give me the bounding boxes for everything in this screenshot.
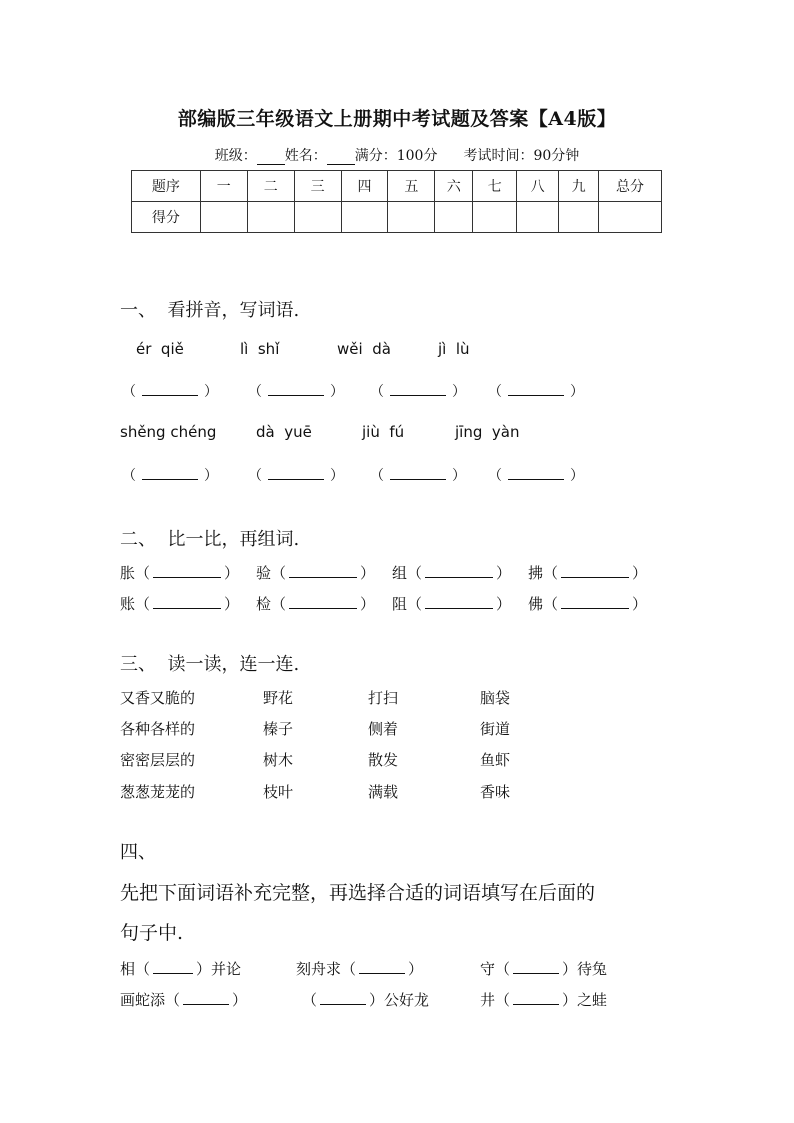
col-2: 二 — [247, 171, 294, 202]
pinyin: wěi dà — [337, 340, 391, 358]
score-cell[interactable] — [473, 202, 517, 233]
idiom-item[interactable]: 守（ ）待兔 — [480, 960, 608, 978]
score-cell[interactable] — [559, 202, 599, 233]
score-cell[interactable] — [599, 202, 662, 233]
answer-blank[interactable]: （ ） — [370, 468, 466, 484]
idiom-item[interactable]: 相（ ）并论 — [120, 960, 242, 978]
match-word[interactable]: 野花 — [263, 689, 294, 707]
score-table-score-row — [132, 202, 662, 233]
col-total: 总分 — [599, 171, 662, 202]
match-word[interactable]: 鱼虾 — [480, 751, 511, 769]
pinyin: ér qiě — [136, 340, 184, 358]
compare-item[interactable]: 组（ ） — [392, 564, 512, 582]
score-cell[interactable] — [341, 202, 388, 233]
col-4: 四 — [341, 171, 388, 202]
match-word[interactable]: 又香又脆的 — [120, 689, 196, 707]
answer-blank[interactable]: （ ） — [248, 384, 344, 400]
match-word[interactable]: 香味 — [480, 783, 511, 801]
pinyin: shěng chéng — [120, 423, 217, 441]
match-word[interactable]: 枝叶 — [263, 783, 294, 801]
section4-instruction-line2: 句子中. — [120, 922, 184, 944]
section1-title: 一、 看拼音，写词语. — [120, 300, 300, 321]
pinyin: lì shǐ — [240, 340, 280, 358]
idiom-item[interactable]: 井（ ）之蛙 — [480, 991, 608, 1009]
match-word[interactable]: 侧着 — [368, 720, 399, 738]
match-word[interactable]: 打扫 — [368, 689, 399, 707]
match-word[interactable]: 榛子 — [263, 720, 294, 738]
compare-item[interactable]: 检（ ） — [256, 595, 376, 613]
score-cell[interactable] — [294, 202, 341, 233]
match-word[interactable]: 密密层层的 — [120, 751, 196, 769]
class-label: 班级： — [214, 148, 257, 164]
section3-title: 三、 读一读，连一连. — [120, 654, 300, 675]
pinyin: jiù fú — [362, 423, 405, 441]
match-word[interactable]: 满载 — [368, 783, 399, 801]
section4-title: 四、 — [120, 842, 156, 863]
compare-item[interactable]: 验（ ） — [256, 564, 376, 582]
answer-blank[interactable]: （ ） — [370, 384, 466, 400]
class-blank[interactable] — [257, 150, 285, 165]
score-cell[interactable] — [517, 202, 559, 233]
answer-blank[interactable]: （ ） — [122, 384, 218, 400]
name-label: 姓名： — [284, 148, 327, 164]
compare-item[interactable]: 拂（ ） — [528, 564, 648, 582]
section2-title: 二、 比一比，再组词. — [120, 529, 300, 550]
score-cell[interactable] — [388, 202, 435, 233]
compare-item[interactable]: 佛（ ） — [528, 595, 648, 613]
answer-blank[interactable]: （ ） — [248, 468, 344, 484]
match-word[interactable]: 树木 — [263, 751, 294, 769]
idiom-item[interactable]: 画蛇添（ ） — [120, 991, 248, 1009]
score-label: 得分 — [132, 202, 201, 233]
compare-item[interactable]: 账（ ） — [120, 595, 240, 613]
idiom-item[interactable]: 刻舟求（ ） — [296, 960, 424, 978]
full-score-text: 满分：100分 — [354, 148, 438, 164]
score-cell[interactable] — [435, 202, 473, 233]
col-8: 八 — [517, 171, 559, 202]
col-3: 三 — [294, 171, 341, 202]
exam-time-text: 考试时间：90分钟 — [463, 148, 580, 164]
score-cell[interactable] — [247, 202, 294, 233]
header-label: 题序 — [132, 171, 201, 202]
compare-item[interactable]: 胀（ ） — [120, 564, 240, 582]
score-table-header-row — [132, 171, 662, 202]
match-word[interactable]: 街道 — [480, 720, 511, 738]
idiom-item[interactable]: （ ）公好龙 — [302, 991, 430, 1009]
pinyin: jīng yàn — [455, 423, 520, 441]
match-word[interactable]: 脑袋 — [480, 689, 511, 707]
score-cell[interactable] — [200, 202, 247, 233]
pinyin: jì lù — [438, 340, 470, 358]
col-1: 一 — [200, 171, 247, 202]
pinyin: dà yuē — [256, 423, 312, 441]
page-title: 部编版三年级语文上册期中考试题及答案【A4版】 — [177, 108, 617, 130]
match-word[interactable]: 各种各样的 — [120, 720, 196, 738]
match-word[interactable]: 葱葱茏茏的 — [120, 783, 196, 801]
col-9: 九 — [559, 171, 599, 202]
match-word[interactable]: 散发 — [368, 751, 399, 769]
col-6: 六 — [435, 171, 473, 202]
answer-blank[interactable]: （ ） — [488, 384, 584, 400]
section4-instruction-line1: 先把下面词语补充完整，再选择合适的词语填写在后面的 — [120, 882, 596, 904]
answer-blank[interactable]: （ ） — [122, 468, 218, 484]
name-blank[interactable] — [327, 150, 355, 165]
student-info-line — [0, 145, 794, 165]
col-7: 七 — [473, 171, 517, 202]
col-5: 五 — [388, 171, 435, 202]
answer-blank[interactable]: （ ） — [488, 468, 584, 484]
compare-item[interactable]: 阻（ ） — [392, 595, 512, 613]
score-table — [131, 170, 662, 233]
